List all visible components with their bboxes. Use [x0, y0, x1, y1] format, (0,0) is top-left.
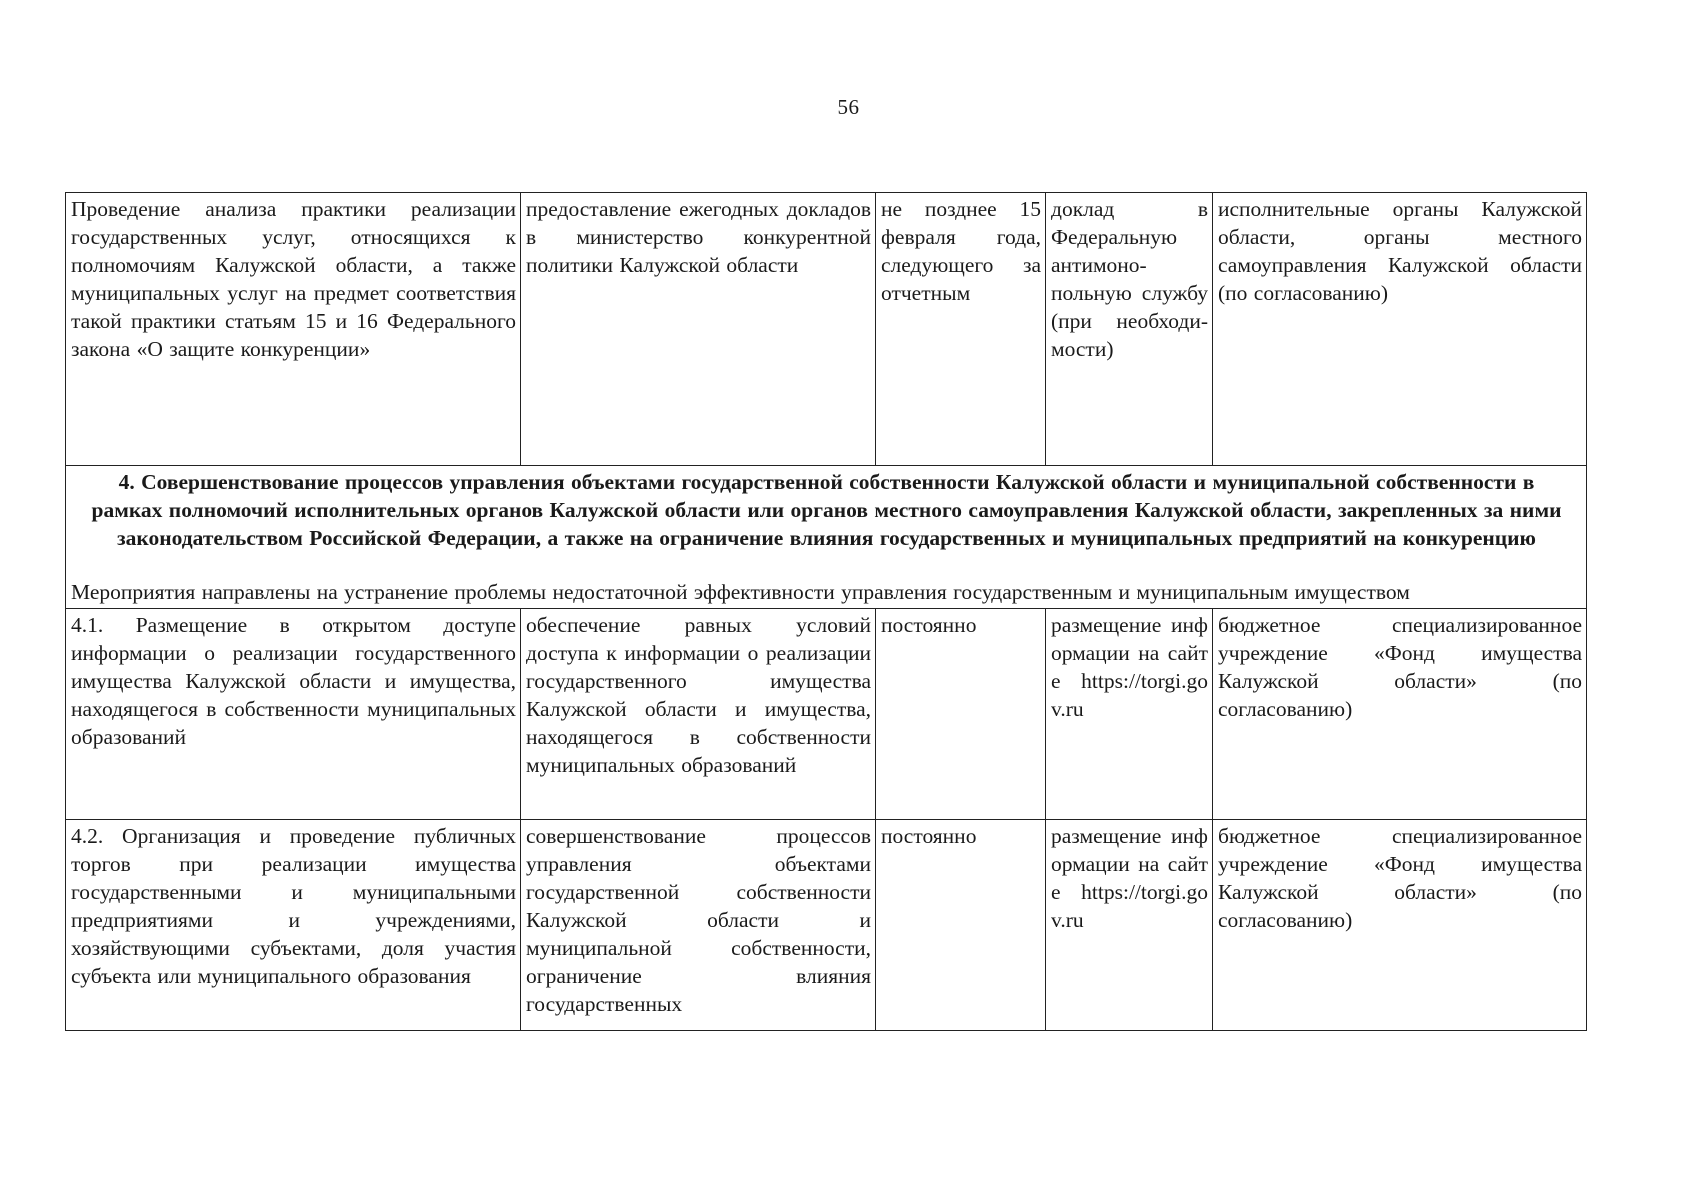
- section-row: [66, 466, 1587, 609]
- term-cell: не позднее 15 февраля года, следующего за отчетным: [876, 193, 1046, 466]
- term-cell: постоянно: [876, 820, 1046, 1031]
- responsible-cell: бюджетное специализированное учреждение «Фонд имущества Калужской области» (по согласованию): [1213, 609, 1587, 820]
- activity-cell: Проведение анализа практики реализации государственных услуг, относящихся к полномочиям Калужской области, а также муниципальных услуг на предмет соответствия такой практики статьям 15 и 16 Федерального закона «О защите конкуренции»: [66, 193, 521, 466]
- section-cell: [66, 466, 1587, 609]
- measures-table: [65, 192, 1587, 1031]
- responsible-cell: бюджетное специализированное учреждение «Фонд имущества Калужской области» (по согласованию): [1213, 820, 1587, 1031]
- section-note: Мероприятия направлены на устранение проблемы недостаточной эффективности управления государственным и муниципальным имуществом: [71, 580, 1410, 604]
- report-form-cell: доклад в Федеральную антимоно-польную службу (при необходи-мости): [1046, 193, 1213, 466]
- term-cell: постоянно: [876, 609, 1046, 820]
- result-cell: обеспечение равных условий доступа к информации о реализации государственного имущества Калужской области и имущества, находящегося в собственности муниципальных образований: [521, 609, 876, 820]
- responsible-cell: исполнительные органы Калужской области, органы местного самоуправления Калужской области (по согласованию): [1213, 193, 1587, 466]
- table-row: [66, 609, 1587, 820]
- report-form-cell: размещение информации на сайте https://torgi.gov.ru: [1046, 820, 1213, 1031]
- result-cell: предоставление ежегодных докладов в министерство конкурентной политики Калужской области: [521, 193, 876, 466]
- table-row: [66, 820, 1587, 1031]
- result-cell: совершенствование процессов управления объектами государственной собственности Калужской области и муниципальной собственности, ограничение влияния государственных: [521, 820, 876, 1031]
- page-number: 56: [837, 95, 860, 119]
- activity-cell: 4.1. Размещение в открытом доступе информации о реализации государственного имущества Калужской области и имущества, находящегося в собственности муниципальных образований: [66, 609, 521, 820]
- activity-cell: 4.2. Организация и проведение публичных торгов при реализации имущества государственными и муниципальными предприятиями и учреждениями, хозяйствующими субъектами, доля участия субъекта или муниципального образования: [66, 820, 521, 1031]
- report-form-cell: размещение информации на сайте https://torgi.gov.ru: [1046, 609, 1213, 820]
- table-row: [66, 193, 1587, 466]
- section-heading: 4. Совершенствование процессов управления объектами государственной собственности Калужской области и муниципальной собственности в рамках полномочий исполнительных органов Калужской области или органов местного самоуправления Калужской области, закрепленных за ними законодательством Российской Федерации, а также на ограничение влияния государственных и муниципальных предприятий на конкуренцию: [91, 470, 1562, 550]
